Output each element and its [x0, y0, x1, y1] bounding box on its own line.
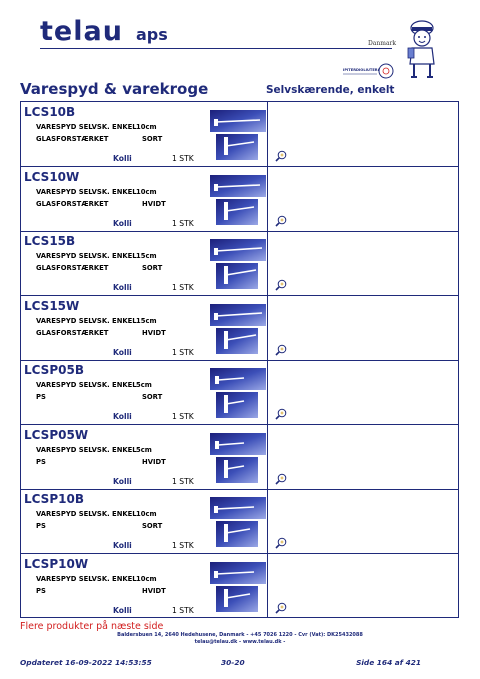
- product-code[interactable]: LCS10W: [24, 169, 80, 184]
- product-material: PS SORT: [36, 393, 163, 401]
- product-row: [21, 167, 458, 232]
- brand-name: telau: [40, 16, 123, 47]
- product-description: VARESPYD SELVSK. ENKEL15cm: [36, 252, 157, 260]
- kolli-label: Kolli: [113, 218, 132, 228]
- product-code[interactable]: LCSP05W: [24, 427, 89, 442]
- product-info: [21, 360, 268, 424]
- product-image[interactable]: [210, 368, 266, 418]
- mascot-icon: [402, 18, 442, 80]
- product-row: [21, 489, 458, 554]
- product-info: [21, 554, 268, 618]
- updated-timestamp: Opdateret 16-09-2022 14:53:55: [20, 658, 152, 667]
- more-products-note: Flere produkter på næste side: [20, 621, 164, 632]
- product-code[interactable]: LCSP10B: [24, 492, 84, 506]
- brand-suffix: aps: [136, 25, 168, 44]
- magnifier-icon[interactable]: [275, 215, 287, 227]
- member-badge: [342, 62, 394, 80]
- magnifier-icon[interactable]: [275, 150, 287, 162]
- member-badge-text: IPITERDIOLIUTERI: [343, 68, 379, 72]
- quantity: 1 STK: [172, 476, 194, 486]
- product-info: [21, 489, 268, 553]
- product-image[interactable]: [210, 562, 266, 612]
- kolli-label: Kolli: [113, 412, 132, 421]
- product-image[interactable]: [210, 304, 266, 354]
- product-image[interactable]: [210, 497, 266, 547]
- product-info: [21, 296, 268, 360]
- header-divider: [40, 48, 392, 49]
- product-info: [21, 425, 268, 489]
- product-info: [21, 102, 268, 166]
- product-material: PS HVIDT: [36, 586, 166, 595]
- product-row: [21, 102, 458, 167]
- product-row: [21, 554, 458, 618]
- quantity: 1 STK: [172, 154, 194, 163]
- kolli-label: Kolli: [113, 541, 132, 550]
- product-material: PS HVIDT: [36, 457, 166, 466]
- product-code[interactable]: LCSP05B: [24, 363, 84, 377]
- product-description: VARESPYD SELVSK. ENKEL15cm: [36, 316, 157, 325]
- product-material: GLASFORSTÆRKET HVIDT: [36, 199, 166, 208]
- page-reference: 30-20: [221, 658, 245, 667]
- quantity: 1 STK: [172, 605, 194, 615]
- product-info: [21, 167, 268, 231]
- product-description: VARESPYD SELVSK. ENKEL10cm: [36, 123, 157, 131]
- product-image[interactable]: [210, 110, 266, 160]
- magnifier-icon[interactable]: [275, 602, 287, 614]
- magnifier-icon[interactable]: [275, 344, 287, 356]
- page-subtitle: Selvskærende, enkelt: [266, 84, 395, 96]
- product-image[interactable]: [210, 433, 266, 483]
- country-label: Danmark: [368, 40, 397, 47]
- product-material: GLASFORSTÆRKET HVIDT: [36, 328, 166, 337]
- magnifier-icon[interactable]: [275, 408, 287, 420]
- product-description: VARESPYD SELVSK. ENKEL5cm: [36, 445, 152, 454]
- kolli-label: Kolli: [113, 154, 132, 163]
- product-image[interactable]: [210, 175, 266, 225]
- product-image[interactable]: [210, 239, 266, 289]
- kolli-label: Kolli: [113, 476, 132, 486]
- product-code[interactable]: LCS15W: [24, 298, 80, 313]
- product-info: [21, 231, 268, 295]
- quantity: 1 STK: [172, 283, 194, 292]
- product-material: GLASFORSTÆRKET SORT: [36, 135, 163, 143]
- page-title: Varespyd & varekroge: [20, 80, 209, 98]
- product-row: [21, 360, 458, 425]
- page-number: Side 164 af 421: [356, 658, 421, 667]
- product-description: VARESPYD SELVSK. ENKEL10cm: [36, 574, 157, 583]
- product-list: [20, 101, 459, 618]
- magnifier-icon[interactable]: [275, 537, 287, 549]
- product-row: [21, 231, 458, 296]
- quantity: 1 STK: [172, 541, 194, 550]
- quantity: 1 STK: [172, 347, 194, 357]
- company-contact[interactable]: telau@telau.dk - www.telau.dk -: [194, 639, 286, 645]
- product-code[interactable]: LCSP10W: [24, 556, 89, 571]
- quantity: 1 STK: [172, 218, 194, 228]
- quantity: 1 STK: [172, 412, 194, 421]
- magnifier-icon[interactable]: [275, 279, 287, 291]
- product-description: VARESPYD SELVSK. ENKEL5cm: [36, 381, 152, 389]
- product-row: [21, 296, 458, 361]
- product-code[interactable]: LCS10B: [24, 105, 76, 119]
- kolli-label: Kolli: [113, 605, 132, 615]
- product-material: PS SORT: [36, 522, 163, 530]
- kolli-label: Kolli: [113, 347, 132, 357]
- product-material: GLASFORSTÆRKET SORT: [36, 264, 163, 272]
- magnifier-icon[interactable]: [275, 473, 287, 485]
- kolli-label: Kolli: [113, 283, 132, 292]
- product-code[interactable]: LCS15B: [24, 234, 76, 248]
- company-address: Baldersbuen 14, 2640 Hedehusene, Danmark - +45 7026 1220 - Cvr (Vat): DK25432088: [117, 632, 363, 638]
- product-description: VARESPYD SELVSK. ENKEL10cm: [36, 187, 157, 196]
- product-row: [21, 425, 458, 490]
- product-description: VARESPYD SELVSK. ENKEL10cm: [36, 510, 157, 518]
